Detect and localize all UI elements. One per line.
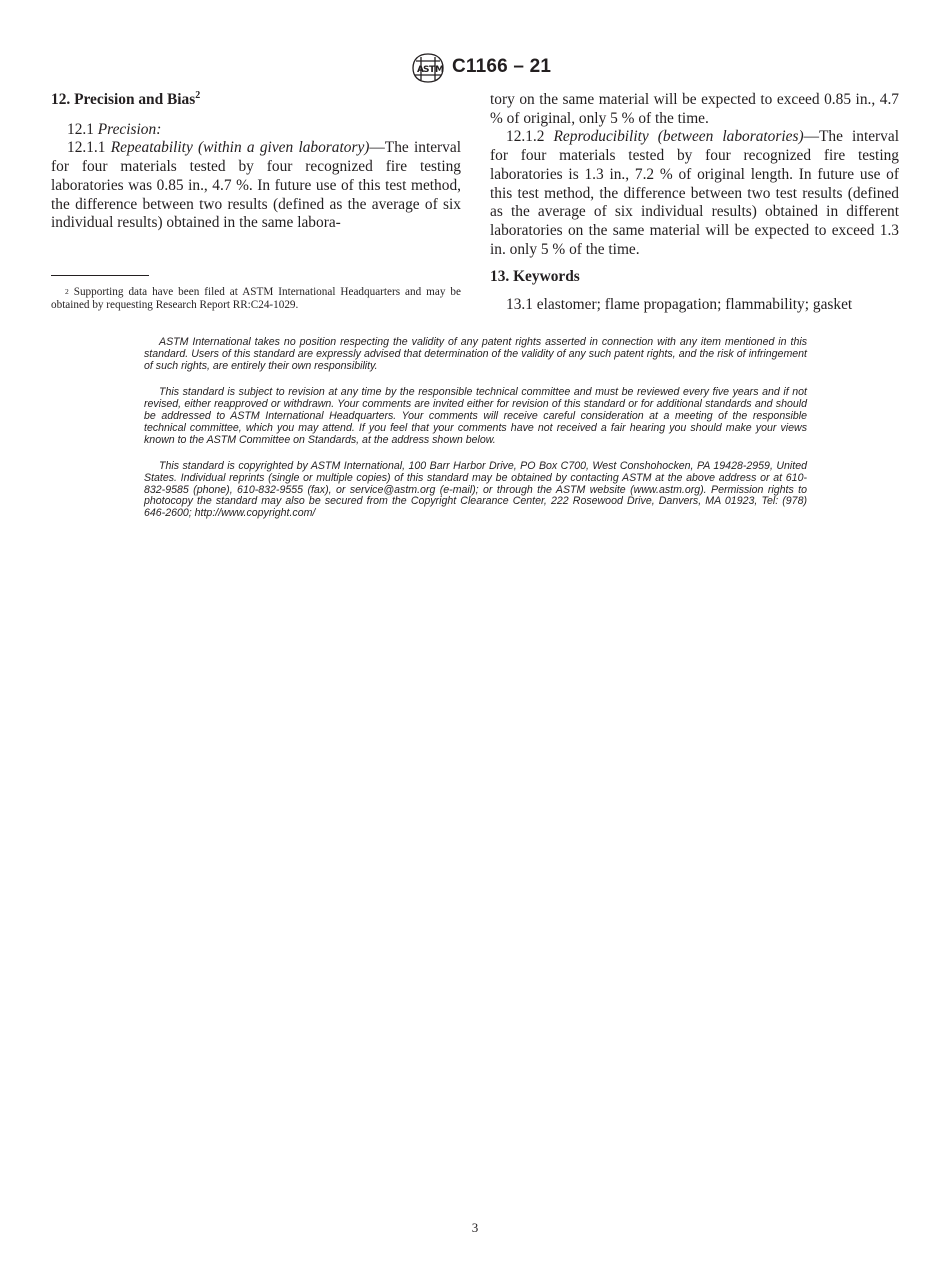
left-column: [51, 91, 461, 233]
paragraph-12-1-1-continued: tory on the same material will be expected to exceed 0.85 in., 4.7 % of original, only 5 % of the time.: [490, 91, 899, 127]
right-column: [490, 91, 899, 315]
section-13-heading: 13. Keywords: [490, 268, 580, 286]
astm-logo-icon: [409, 52, 447, 84]
page-number: 3: [471, 1220, 479, 1235]
svg-text:S: S: [423, 65, 430, 75]
astm-notices: [144, 337, 807, 534]
footnote-marker: 2: [65, 287, 69, 296]
footnote-divider: [51, 275, 149, 276]
section-12-heading: 12. Precision and Bias$^2$: [51, 90, 201, 108]
paragraph-12-1: 12.1 Precision:: [67, 120, 162, 138]
footnote-ref: 2: [195, 90, 201, 101]
revision-notice: This standard is subject to revision at any time by the responsible technical committee and must be reviewed every five years and if not revised, either reapproved or withdrawn. Your comments are invited either for revision of this standard or for additional standards and should be addressed to ASTM International Headquarters. Your comments will receive careful consideration at a meeting of the responsible technical committee, which you may attend. If you feel that your comments have not received a fair hearing you should make your views known to the ASTM Committee on Standards, at the address shown below.: [144, 385, 807, 446]
patent-notice: ASTM International takes no position respecting the validity of any patent rights asserted in connection with any item mentioned in this standard. Users of this standard are expressly advised that determination of the validity of any such patent rights, and the risk of infringement of such rights, are entirely their own responsibility.: [144, 336, 807, 372]
svg-text:M: M: [435, 65, 444, 75]
footnote-2: $^2$ Supporting data have been filed at ASTM International Headquarters and may be obtained by requesting Research Report RR:C24-1029.: [51, 286, 461, 312]
svg-text:A: A: [417, 65, 424, 75]
svg-text:T: T: [429, 65, 436, 75]
paragraph-12-1-1: 12.1.1 Repeatability (within a given laboratory)—The interval for four materials tested by four recognized fire testing laboratories was 0.85 in., 4.7 %. In future use of this test method, the difference between two results (defined as the average of six individual results) obtained in the same labora-: [51, 139, 461, 232]
paragraph-12-1-2: 12.1.2 Reproducibility (between laboratories)—The interval for four materials tested by four recognized fire testing laboratories is 1.3 in., 7.2 % of original length. In future use of this test method, the difference between two test results (defined as the average of six individual results) obtained in different laboratories on the same material will be expected to exceed 1.3 in. only 5 % of the time.: [490, 128, 899, 258]
copyright-notice: This standard is copyrighted by ASTM International, 100 Barr Harbor Drive, PO Box C700, West Conshohocken, PA 19428-2959, United States. Individual reprints (single or multiple copies) of this standard may be obtained by contacting ASTM at the above address or at 610-832-9585 (phone), 610-832-9555 (fax), or service@astm.org (e-mail); or through the ASTM website (www.astm.org). Permission rights to photocopy the standard may also be secured from the Copyright Clearance Center, 222 Rosewood Drive, Danvers, MA 01923, Tel: (978) 646-2600; http://www.copyright.com/: [144, 459, 807, 520]
standard-designation: C1166 – 21: [452, 56, 552, 77]
paragraph-13-1: 13.1 elastomer; flame propagation; flammability; gasket: [506, 296, 853, 314]
page-header: [0, 52, 950, 86]
